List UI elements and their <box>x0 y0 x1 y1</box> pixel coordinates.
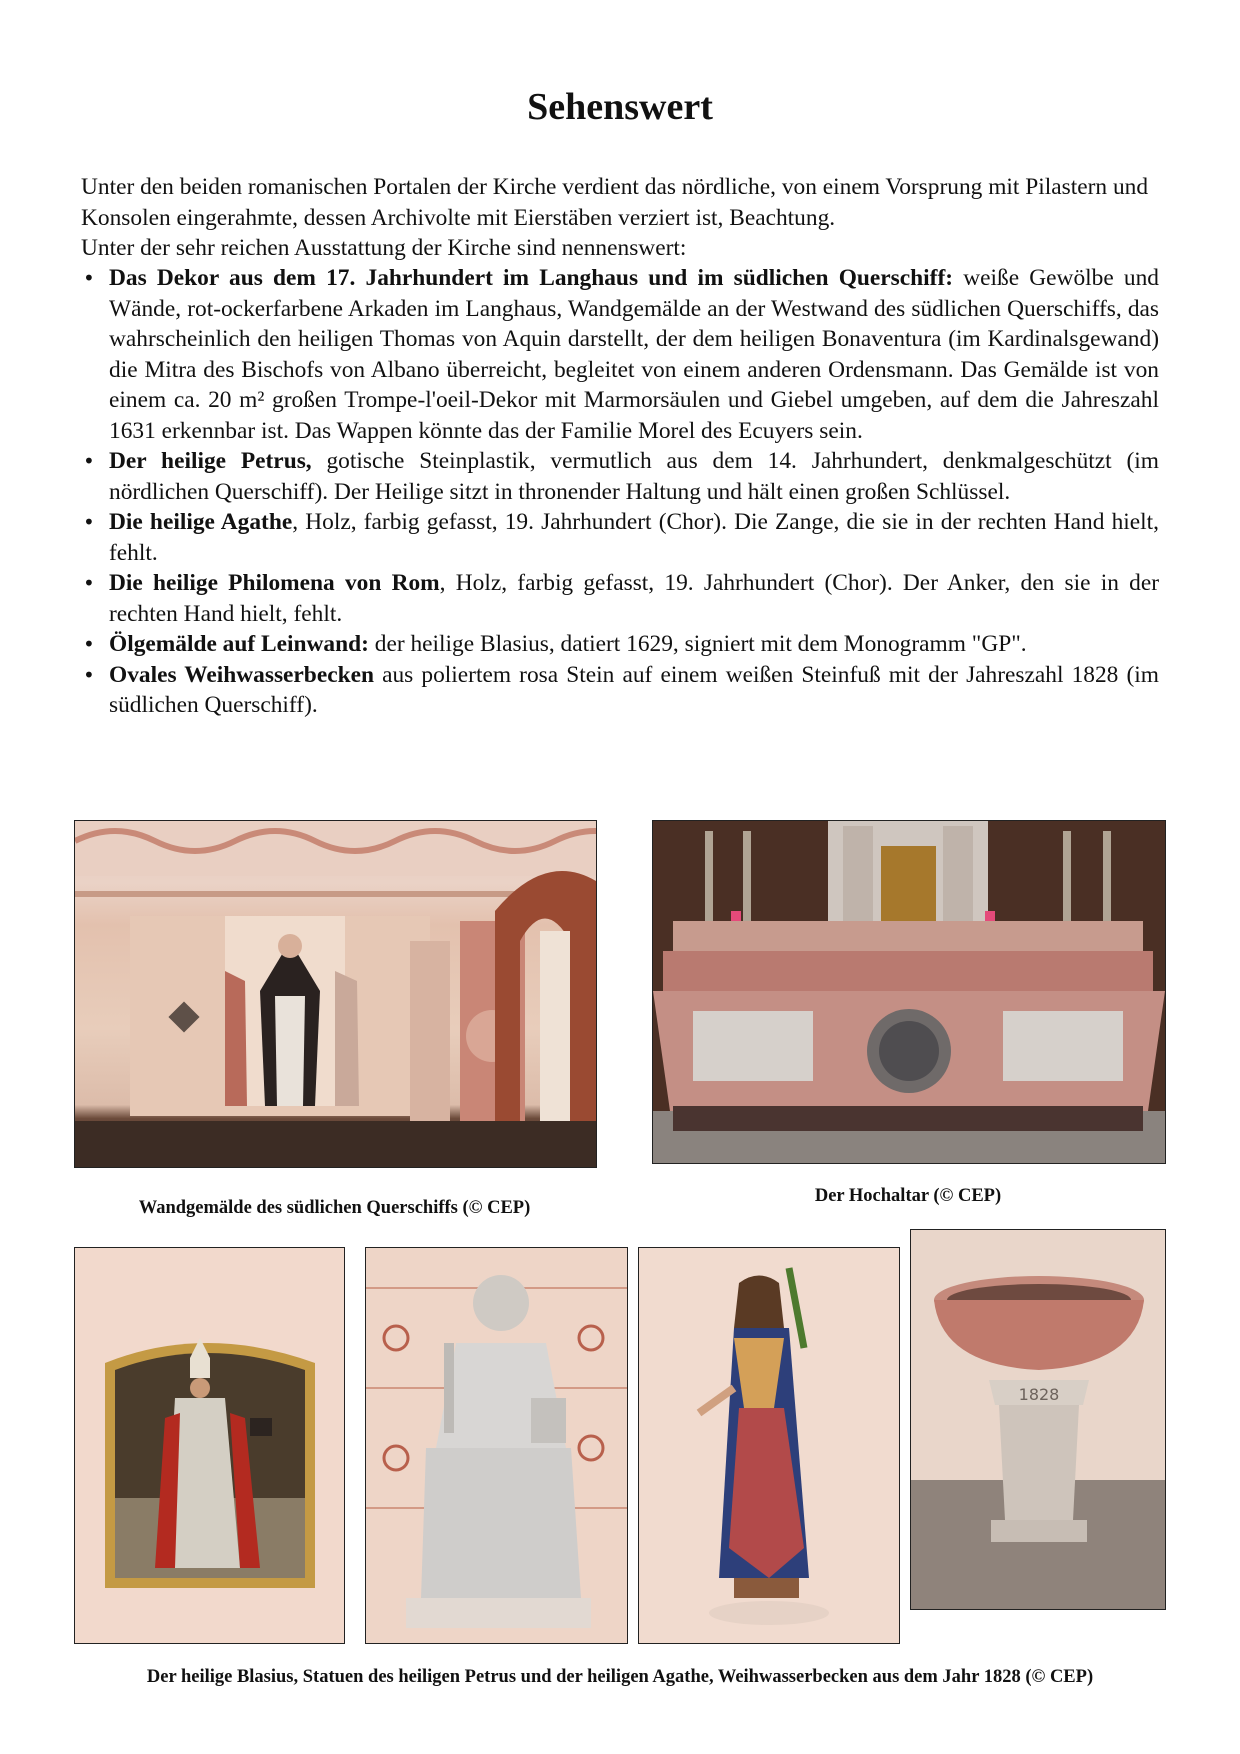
item-heading: Der heilige Petrus, <box>109 448 312 474</box>
page-title: Sehenswert <box>527 86 713 128</box>
item-heading: Ovales Weihwasserbecken <box>109 661 374 688</box>
highlights-list <box>81 263 1159 721</box>
list-item <box>81 263 1159 446</box>
bottom-photos-caption: Der heilige Blasius, Statuen des heiligen Petrus und der heiligen Agathe, Weihwasserbecken aus dem Jahr 1828 (© CEP) <box>146 1667 1094 1687</box>
saint-agathe-photo <box>638 1247 900 1644</box>
list-item <box>81 568 1159 629</box>
holy-water-font-photo <box>910 1229 1166 1610</box>
list-item <box>81 660 1159 721</box>
saint-blasius-illustration <box>75 1248 344 1643</box>
wall-painting-caption: Wandgemälde des südlichen Querschiffs (© CEP) <box>138 1198 531 1218</box>
saint-agathe-illustration <box>639 1248 899 1643</box>
wall-painting-photo <box>74 820 597 1168</box>
saint-peter-photo <box>365 1247 628 1644</box>
intro-list-lead: Unter der sehr reichen Ausstattung der Kirche sind nennenswert: <box>81 235 687 261</box>
high-altar-photo <box>652 820 1166 1164</box>
item-text: aus poliertem rosa Stein auf einem weißen Steinfuß mit der Jahreszahl 1828 (im südlichen Querschiff). <box>109 661 1159 718</box>
intro-paragraph: Unter den beiden romanischen Portalen der Kirche verdient das nördliche, von einem Vorsprung mit Pilastern und Konsolen eingerahmte, dessen Archivolte mit Eierstäben verziert ist, Beachtung. <box>81 174 1149 231</box>
saint-peter-illustration <box>366 1248 627 1643</box>
item-text: weiße Gewölbe und Wände, rot-ockerfarbene Arkaden im Langhaus, Wandgemälde an der Westwand des südlichen Querschiffs, das wahrscheinlich den heiligen Thomas von Aquin darstellt, der dem heiligen Bonaventura (im Kardinalsgewand) die Mitra des Bischofs von Albano überreicht, begleitet von einem anderen Ordensmann. Das Gemälde ist von einem ca. 20 m² großen Trompe-l'oeil-Dekor mit Marmorsäulen und Giebel umgeben, auf dem die Jahreszahl 1631 erkennbar ist. Das Wappen könnte das der Familie Morel des Ecuyers sein. <box>109 265 1159 444</box>
font-year-engraving: 1828 <box>1018 1385 1060 1404</box>
high-altar-caption: Der Hochaltar (© CEP) <box>814 1186 1002 1206</box>
item-text: , Holz, farbig gefasst, 19. Jahrhundert (Chor). Der Anker, den sie in der rechten Hand hielt, fehlt. <box>109 570 1159 627</box>
saint-blasius-photo <box>74 1247 345 1644</box>
list-item <box>81 629 1159 660</box>
item-text: , Holz, farbig gefasst, 19. Jahrhundert (Chor). Die Zange, die sie in der rechten Hand hielt, fehlt. <box>109 509 1159 566</box>
item-heading: Ölgemälde auf Leinwand: <box>109 631 369 657</box>
item-text: gotische Steinplastik, vermutlich aus dem 14. Jahrhundert, denkmalgeschützt (im nördlichen Querschiff). Der Heilige sitzt in thronender Haltung und hält einen großen Schlüssel. <box>109 448 1159 505</box>
item-heading: Die heilige Philomena von Rom <box>109 570 440 596</box>
list-item <box>81 507 1159 568</box>
high-altar-illustration <box>653 821 1165 1163</box>
holy-water-font-illustration <box>911 1230 1165 1609</box>
wall-painting-illustration <box>75 821 596 1167</box>
item-text: der heilige Blasius, datiert 1629, signiert mit dem Monogramm "GP". <box>368 631 1027 657</box>
item-heading: Die heilige Agathe <box>109 509 293 535</box>
item-heading: Das Dekor aus dem 17. Jahrhundert im Langhaus und im südlichen Querschiff: <box>109 265 954 291</box>
list-item <box>81 446 1159 507</box>
